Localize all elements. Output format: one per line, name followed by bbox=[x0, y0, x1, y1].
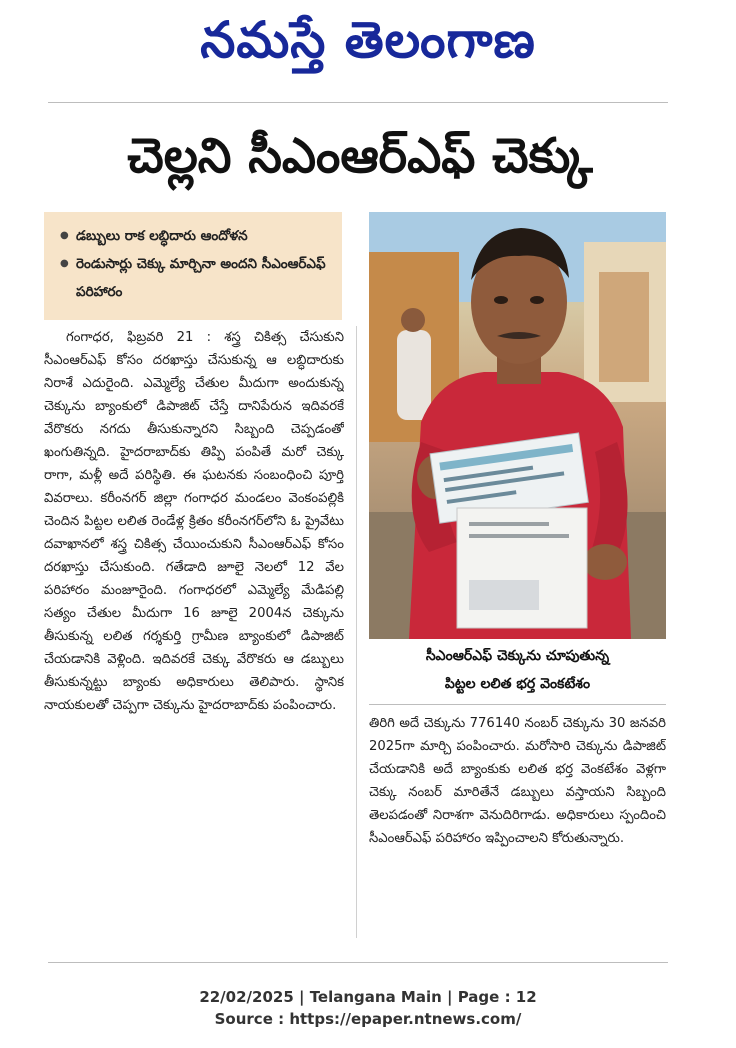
caption-rule bbox=[369, 704, 666, 705]
page-footer bbox=[0, 986, 736, 1030]
photo-caption-line: పిట్టల లలిత భర్త వెంకటేశం bbox=[444, 676, 591, 692]
man-holding-cheque-illustration bbox=[369, 212, 666, 639]
highlight-item: ● రెండుసార్లు చెక్కు మార్చినా అందని సీఎంఆర్‌ఎఫ్ పరిహారం bbox=[60, 250, 336, 306]
article-body-right-column bbox=[369, 712, 666, 938]
body-paragraph: గంగాధర, ఫిబ్రవరి 21 : శస్త్ర చికిత్స చేసుకుని సీఎంఆర్‌ఎఫ్ కోసం దరఖాస్తు చేసుకున్న ఆ లబ్ధిదారుకు నిరాశే ఎదురైంది. ఎమ్మెల్యే చేతుల మీదుగా అందుకున్న చెక్కును బ్యాంకులో డిపాజిట్ చేస్తే దానిపేరున ఇదివరకే వేరొకరు నగదు తీసుకున్నారని సిబ్బంది చెప్పడంతో ఖంగుతిన్నది. హైదరాబాద్‌కు తిప్పి పంపితే మరో చెక్కు రాగా, మళ్లీ అదే పరిస్థితి. ఈ ఘటనకు సంబంధించి పూర్తి వివరాలు. కరీంనగర్ జిల్లా గంగాధర మండలం వెంకంపల్లికి చెందిన పిట్టల లలిత రెండేళ్ల క్రితం కరీంనగర్‌లోని ఓ ప్రైవేటు దవాఖానలో శస్త్ర చికిత్స చేయించుకుని సీఎంఆర్‌ఎఫ్ కోసం దరఖాస్తు చేసుకుంది. గతేడాది జూలై నెలలో 12 వేల పరిహారం మంజూరైంది. గంగాధరలో ఎమ్మెల్యే మేడిపల్లి సత్యం చేతుల మీదుగా 16 జూలై 2004న చెక్కును తీసుకున్న లలిత గర్శకుర్తి గ్రామీణ బ్యాంకులో డిపాజిట్ చేయడానికి వెళ్లింది. ఇదివరకే చెక్కు వేరొకరు ఆ డబ్బులు తీసుకున్నట్టు బ్యాంకు అధికారులు తెలిపారు. స్థానిక నాయకులతో చెప్పగా చెక్కును హైదరాబాద్‌కు పంపించారు. bbox=[44, 330, 344, 713]
highlight-item: ● డబ్బులు రాక లబ్ధిదారు ఆందోళన bbox=[60, 222, 336, 250]
article-photo bbox=[369, 212, 666, 639]
masthead-rule bbox=[48, 102, 668, 103]
body-paragraph: తిరిగి అదే చెక్కును 776140 నంబర్ చెక్కును 30 జనవరి 2025గా మార్చి పంపించారు. మరోసారి చెక్కును డిపాజిట్ చేయడానికి అదే బ్యాంకుకు లలిత భర్త వెంకటేశం వెళ్లగా చెక్కు నంబర్ మారితేనే డబ్బులు వస్తాయని సిబ్బంది తెలపడంతో నిరాశగా వెనుదిరిగాడు. అధికారులు స్పందించి సీఎంఆర్‌ఎఫ్ పరిహారం ఇప్పించాలని కోరుతున్నారు. bbox=[369, 716, 666, 846]
footer-rule bbox=[48, 962, 668, 963]
column-divider bbox=[356, 326, 357, 938]
newspaper-masthead: నమస్తే తెలంగాణ bbox=[200, 10, 536, 69]
highlights-box bbox=[44, 212, 342, 320]
footer-edition-info: 22/02/2025 | Telangana Main | Page : 12 bbox=[199, 988, 537, 1006]
footer-source-link[interactable]: Source : https://epaper.ntnews.com/ bbox=[214, 1010, 522, 1028]
article-body-left-column bbox=[44, 326, 344, 938]
article-headline: చెల్లని సీఎంఆర్‌ఎఫ్ చెక్కు bbox=[127, 128, 593, 184]
photo-caption bbox=[369, 642, 666, 698]
photo-caption-line: సీఎంఆర్‌ఎఫ్ చెక్కును చూపుతున్న bbox=[425, 648, 610, 664]
